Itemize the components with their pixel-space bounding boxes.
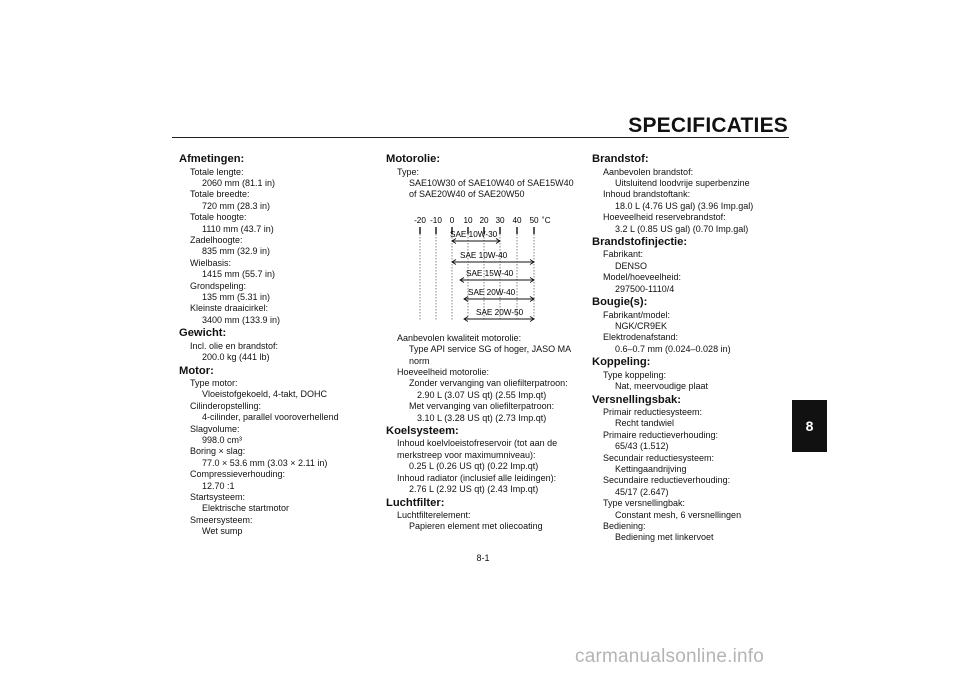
label: Fabrikant: [603,249,644,260]
heading-motorolie: Motorolie: [386,153,441,165]
label: Hoeveelheid reservebrandstof: [603,212,726,223]
value: Constant mesh, 6 versnellingen [615,509,742,520]
value: Kettingaandrijving [615,464,687,475]
label: Type versnellingbak: [603,498,686,509]
value: 2.76 L (2.92 US qt) (2.43 Imp.qt) [409,484,539,495]
value: norm [409,355,430,366]
label: Inhoud koelvloeistofreservoir (tot aan de [397,438,558,449]
value: 45/17 (2.647) [615,486,669,497]
label: Zadelhoogte: [190,234,243,245]
label: Kleinste draaicirkel: [190,303,269,314]
label: Totale lengte: [190,166,244,177]
value: Bediening met linkervoet [615,532,714,543]
label: Cilinderopstelling: [190,400,262,411]
value: 77.0 × 53.6 mm (3.03 × 2.11 in) [202,457,328,468]
value: DENSO [615,260,648,271]
heading-versnellingsbak: Versnellingsbak: [592,393,681,406]
label: Totale hoogte: [190,212,247,223]
label: Elektrodenafstand: [603,332,679,343]
value: Vloeistofgekoeld, 4-takt, DOHC [202,389,328,400]
value: 3.2 L (0.85 US gal) (0.70 Imp.gal) [615,223,749,234]
temp-label: 40 [512,215,522,225]
value: Type API service SG of hoger, JASO MA [409,344,572,355]
page-number: 8-1 [476,553,490,563]
page-title: SPECIFICATIES [628,114,788,137]
label: merkstreep voor maximumniveau): [397,449,536,460]
oil-grade-label: SAE 20W-50 [476,307,524,317]
heading-koppeling: Koppeling: [592,356,651,369]
label: Inhoud radiator (inclusief alle leidingen): [397,472,557,483]
value: SAE10W30 of SAE10W40 of SAE15W40 [409,177,574,188]
heading-motor: Motor: [179,364,214,377]
value: 998.0 cm³ [202,435,243,446]
label: Hoeveelheid motorolie: [397,366,490,377]
value: 12.70 :1 [202,480,235,491]
label: Wielbasis: [190,257,232,268]
temp-label: 50 [529,215,539,225]
value: 297500-1110/4 [615,283,675,294]
label: Bediening: [603,521,646,532]
value: 720 mm (28.3 in) [202,200,271,211]
watermark: carmanualsonline.info [575,646,765,667]
value: 135 mm (5.31 in) [202,291,271,302]
label: Primair reductiesysteem: [603,407,703,417]
heading-koelsysteem: Koelsysteem: [386,424,459,437]
oil-grade-label: SAE 10W-40 [460,250,508,260]
value: Elektrische startmotor [202,503,290,514]
label: Aanbevolen kwaliteit motorolie: [397,332,522,343]
label: Totale breedte: [190,189,250,200]
label: Startsysteem: [190,492,246,503]
value: Wet sump [202,526,243,537]
temp-unit: ˚C [542,215,551,225]
value: Nat, meervoudige plaat [615,381,709,392]
heading-luchtfilter: Luchtfilter: [386,496,445,509]
temp-label: 20 [479,215,489,225]
label: Type: [397,166,420,177]
value: 1415 mm (55.7 in) [202,269,276,280]
temp-label: 0 [449,215,455,225]
oil-viscosity-chart [386,201,586,327]
heading-brandstofinjectie: Brandstofinjectie: [592,235,688,248]
label: Luchtfilterelement: [397,510,471,520]
heading-gewicht: Gewicht: [179,327,227,340]
value: 200.0 kg (441 lb) [202,352,270,363]
label: Grondspeling: [190,280,247,291]
temp-label: -10 [430,215,442,225]
value: 3400 mm (133.9 in) [202,314,281,325]
label: Compressieverhouding: [190,469,286,480]
value: of SAE20W40 of SAE20W50 [409,189,525,200]
label: Type motor: [190,378,238,388]
label: Incl. olie en brandstof: [190,340,279,351]
temp-label: 30 [495,215,505,225]
label: Smeersysteem: [190,514,253,525]
heading-afmetingen: Afmetingen: [179,153,245,165]
value: NGK/CR9EK [615,320,668,331]
label: Slagvolume: [190,423,240,434]
oil-grade-label: SAE 15W-40 [466,268,514,278]
value: 65/43 (1.512) [615,441,669,452]
heading-bougie: Bougie(s): [592,296,648,309]
value: Uitsluitend loodvrije superbenzine [615,177,750,188]
header-rule [172,137,789,138]
label: Aanbevolen brandstof: [603,166,694,177]
label: Boring × slag: [190,446,246,457]
value: 3.10 L (3.28 US qt) (2.73 Imp.qt) [417,412,547,423]
label: Model/hoeveelheid: [603,272,682,283]
temp-label: 10 [463,215,473,225]
column-3 [592,152,792,544]
value: 4-cilinder, parallel vooroverhellend [202,412,339,423]
value: 0.6–0.7 mm (0.024–0.028 in) [615,343,731,354]
value: Recht tandwiel [615,418,675,429]
sublabel: Met vervanging van oliefilterpatroon: [409,401,555,412]
value: Papieren element met oliecoating [409,521,543,532]
column-2 [386,152,586,533]
label: Fabrikant/model: [603,309,671,320]
value: 1110 mm (43.7 in) [202,223,274,234]
value: 18.0 L (4.76 US gal) (3.96 Imp.gal) [615,200,754,211]
temp-label: -20 [414,215,426,225]
value: 2060 mm (81.1 in) [202,177,276,188]
label: Inhoud brandstoftank: [603,189,691,200]
value: 835 mm (32.9 in) [202,246,271,257]
label: Type koppeling: [603,369,667,380]
section-tab[interactable]: 8 [792,400,827,452]
column-1 [179,152,369,538]
label: Secundaire reductieverhouding: [603,475,731,486]
label: Secundair reductiesysteem: [603,452,715,463]
heading-brandstof: Brandstof: [592,153,649,165]
oil-grade-label: SAE 20W-40 [468,287,516,297]
value: 2.90 L (3.07 US qt) (2.55 Imp.qt) [417,389,547,400]
value: 0.25 L (0.26 US qt) (0.22 Imp.qt) [409,461,539,472]
label: Primaire reductieverhouding: [603,429,719,440]
oil-grade-label: SAE 10W-30 [450,229,498,239]
sublabel: Zonder vervanging van oliefilterpatroon: [409,378,568,389]
